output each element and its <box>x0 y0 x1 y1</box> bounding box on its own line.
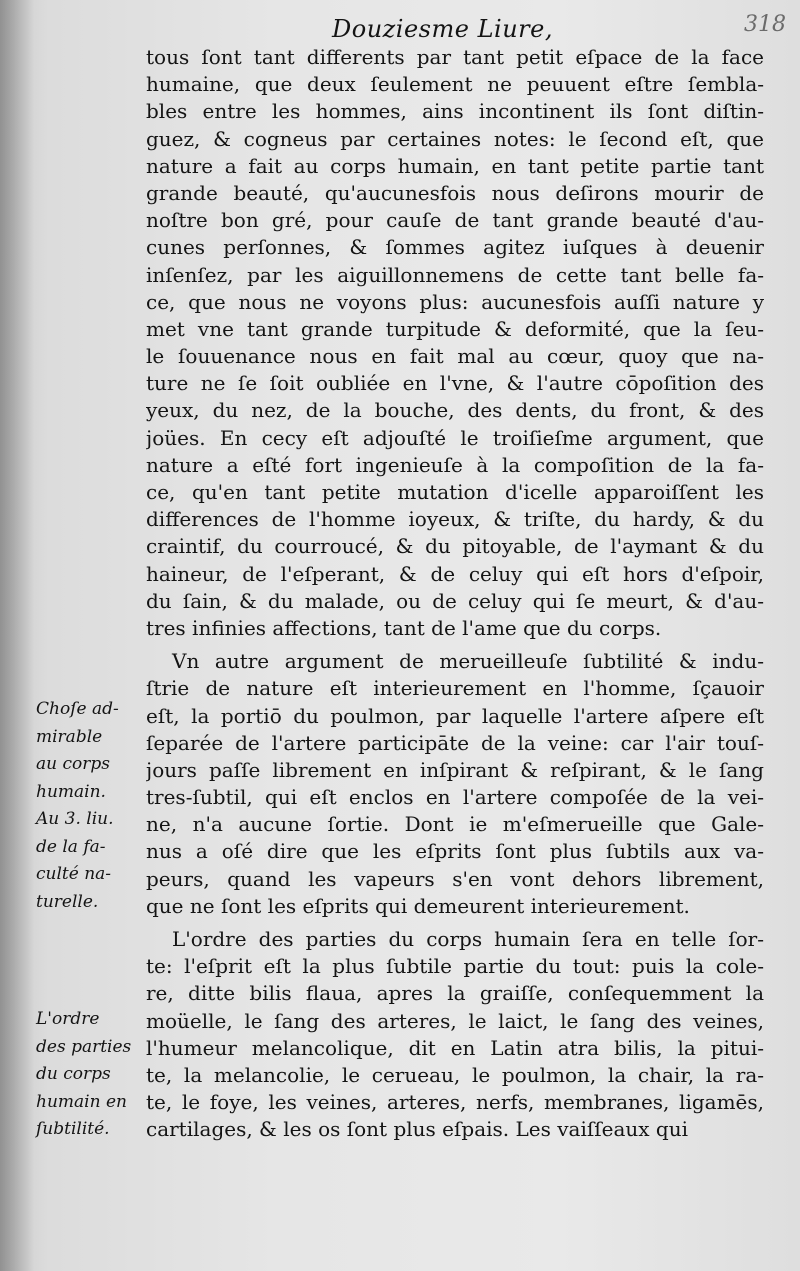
margin-note-line: turelle. <box>36 891 99 912</box>
text-line: ce, que nous ne voyons plus: aucunesfois auſſi nature y <box>146 289 764 314</box>
text-line: haineur, de l'eſperant, & de celuy qui eſt hors d'eſpoir, <box>146 561 764 586</box>
text-line: joües. En cecy eſt adjouſté le troiſieſme argument, que <box>146 425 764 450</box>
text-line: l'humeur melancolique, dit en Latin atra bilis, la pitui- <box>146 1035 764 1060</box>
margin-note-2 <box>36 1006 146 1144</box>
text-line: te: l'eſprit eſt la plus ſubtile partie du tout: puis la cole- <box>146 954 764 979</box>
text-line: tres infinies affections, tant de l'ame que du corps. <box>146 615 662 640</box>
text-line: met vne tant grande turpitude & deformité, que la ſeu- <box>146 316 764 341</box>
text-line: te, la melancolie, le cerueau, le poulmon, la chair, la ra- <box>146 1062 764 1087</box>
margin-note-line: humain. <box>36 781 106 802</box>
text-line: ſtrie de nature eſt interieurement en l'homme, ſçauoir <box>146 676 764 701</box>
margin-note-line: ſubtilité. <box>36 1119 110 1139</box>
margin-note-line: L'ordre <box>36 1009 100 1029</box>
text-line: le ſouuenance nous en fait mal au cœur, quoy que na- <box>146 344 764 369</box>
text-line: ſeparée de l'artere participāte de la veine: car l'air touſ- <box>146 730 764 755</box>
margin-note-1 <box>36 696 146 916</box>
body-text <box>146 44 764 1144</box>
text-line: te, le foye, les veines, arteres, nerfs, membranes, ligamēs, <box>146 1090 764 1115</box>
text-line: bles entre les hommes, ains incontinent ils ſont diſtin- <box>146 99 764 124</box>
text-line: differences de l'homme ioyeux, & triſte, du hardy, & du <box>146 507 764 532</box>
running-head: Douziesme Liure, <box>332 15 553 43</box>
margin-note-line: culté na- <box>36 864 112 884</box>
page-number: 318 <box>744 12 786 37</box>
margin-note-line: Au 3. liu. <box>36 809 114 829</box>
text-line: grande beauté, qu'aucunesfois nous deſirons mourir de <box>146 180 764 205</box>
margin-note-line: des parties <box>36 1036 132 1057</box>
text-line: peurs, quand les vapeurs s'en vont dehors librement, <box>146 866 764 891</box>
text-line: nus a oſé dire que les eſprits ſont plus ſubtils aux va- <box>146 839 764 864</box>
text-line: nature a eſté fort ingenieuſe à la compoſition de la fa- <box>146 452 764 477</box>
text-line: du ſain, & du malade, ou de celuy qui ſe meurt, & d'au- <box>146 588 764 613</box>
margin-note-line: humain en <box>36 1091 127 1112</box>
text-line: tres-ſubtil, qui eſt enclos en l'artere compoſée de la vei- <box>146 785 764 810</box>
text-line: cunes perſonnes, & ſommes agitez iuſques à deuenir <box>146 235 764 260</box>
text-line: ce, qu'en tant petite mutation d'icelle apparoiſſent les <box>146 480 764 504</box>
spine-shadow <box>0 0 34 1271</box>
margin-note-line: du corps <box>36 1064 111 1084</box>
text-line: noſtre bon gré, pour cauſe de tant grande beauté d'au- <box>146 208 764 233</box>
text-line: Vn autre argument de merueilleuſe ſubtilité & indu- <box>172 649 764 674</box>
text-line: guez, & cogneus par certaines notes: le ſecond eſt, que <box>146 126 764 151</box>
text-line: cartilages, & les os ſont plus eſpais. Les vaiſſeaux qui <box>146 1117 689 1142</box>
text-line: inſenſez, par les aiguillonnemens de cette tant belle fa- <box>146 262 764 287</box>
margin-note-line: au corps <box>36 754 110 774</box>
text-line: ture ne ſe ſoit oubliée en l'vne, & l'autre cōpoſition des <box>146 371 764 396</box>
text-line: humaine, que deux ſeulement ne peuuent eſtre ſembla- <box>146 72 764 97</box>
text-line: jours paſſe librement en inſpirant & reſpirant, & le ſang <box>146 757 764 782</box>
text-line: eſt, la portiō du poulmon, par laquelle l'artere aſpere eſt <box>146 703 764 728</box>
text-line: nature a fait au corps humain, en tant petite partie tant <box>146 153 764 178</box>
text-line: re, ditte bilis flaua, apres la graiſſe, conſequemment la <box>146 981 764 1006</box>
text-line: craintif, du courroucé, & du pitoyable, de l'aymant & du <box>146 534 764 559</box>
margin-note-line: de la fa- <box>36 836 106 857</box>
text-line: tous ſont tant differents par tant petit eſpace de la face <box>146 45 764 69</box>
margin-note-line: Choſe ad- <box>36 699 119 719</box>
text-line: moüelle, le ſang des arteres, le laict, le ſang des veines, <box>146 1008 764 1033</box>
margin-note-line: mirable <box>36 726 103 747</box>
text-line: L'ordre des parties du corps humain ſera en telle ſor- <box>172 927 764 951</box>
text-line: yeux, du nez, de la bouche, des dents, du front, & des <box>146 398 764 423</box>
text-line: que ne ſont les eſprits qui demeurent interieurement. <box>146 893 690 918</box>
text-line: ne, n'a aucune ſortie. Dont ie m'eſmerueille que Gale- <box>146 812 764 837</box>
